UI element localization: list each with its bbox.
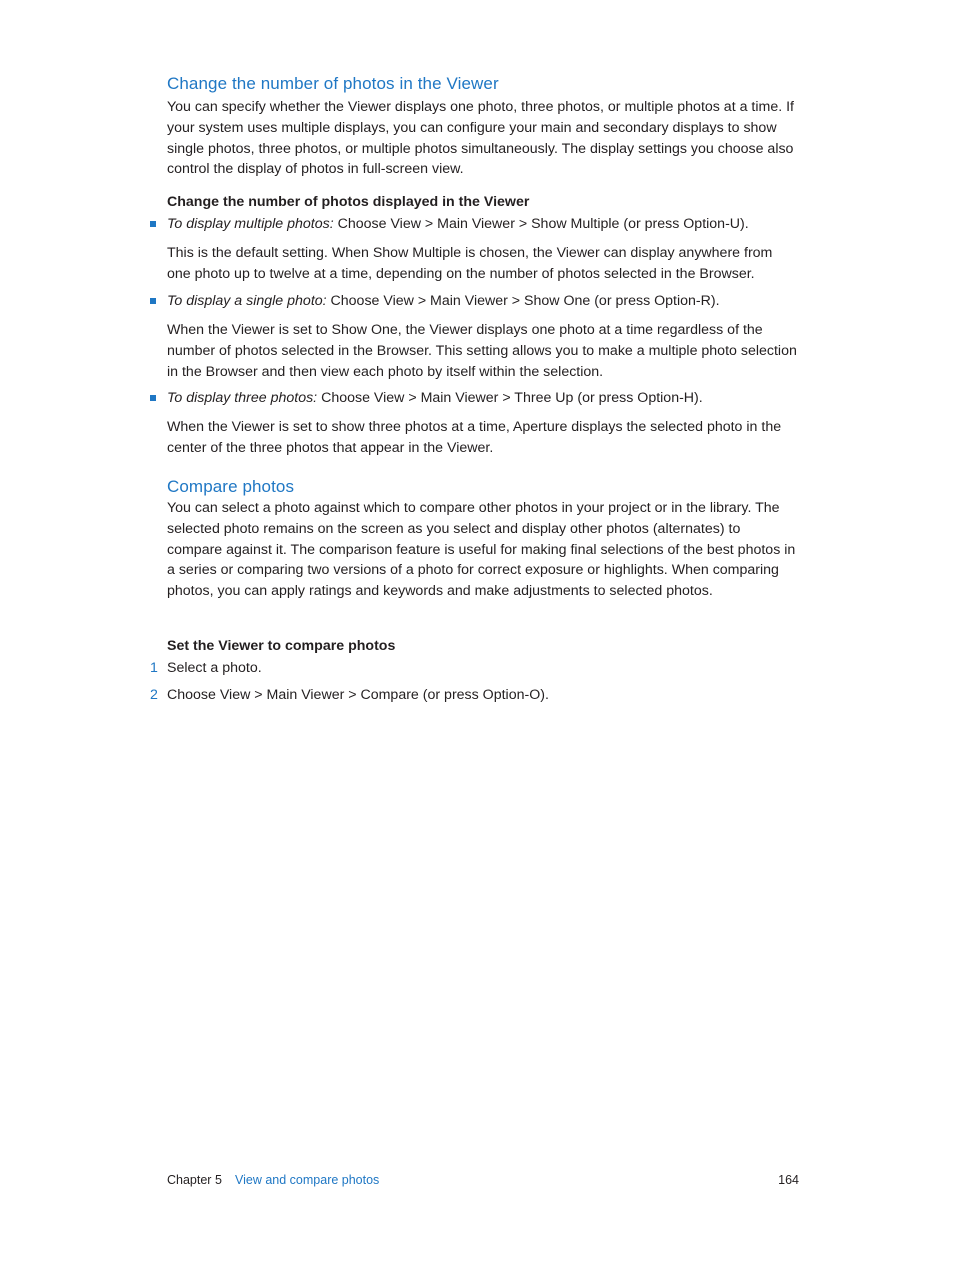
section-intro-paragraph: You can select a photo against which to compare other photos in your project or in the library. The selected photo remains on the screen as you select and display other photos (alternates) to compare against it. The comparison feature is useful for making final selections of the best photos in a series or comparing two versions of a photo for correct exposure or highlights. When comparing photos, you can apply ratings and keywords and make adjustments to selected photos. bbox=[167, 500, 796, 600]
page-footer bbox=[167, 1173, 799, 1191]
bullet-note: This is the default setting. When Show Multiple is chosen, the Viewer can display anywhere from one photo up to twelve at a time, depending on the number of photos selected in the Browser. bbox=[167, 245, 773, 282]
bullet-instruction: Choose View > Main Viewer > Three Up (or press Option-H). bbox=[317, 390, 703, 406]
footer-chapter: Chapter 5 bbox=[167, 1173, 222, 1187]
footer-chapter-title-link[interactable]: View and compare photos bbox=[235, 1173, 380, 1187]
section-intro-paragraph: You can specify whether the Viewer displays one photo, three photos, or multiple photos at a time. If your system uses multiple displays, you can configure your main and secondary displays to show single photos, three photos, or multiple photos simultaneously. The display settings you choose also control the display of photos in full-screen view. bbox=[167, 99, 794, 178]
step-number: 2 bbox=[150, 687, 158, 703]
section-heading-compare-photos: Compare photos bbox=[167, 477, 295, 496]
bullet-note: When the Viewer is set to Show One, the Viewer displays one photo at a time regardless of the number of photos selected in the Browser. This setting allows you to make a multiple photo selection in the Browser and then view each photo by itself within the selection. bbox=[167, 322, 797, 380]
bullet-label: To display multiple photos: bbox=[167, 216, 334, 232]
bullet-text bbox=[167, 291, 720, 312]
bullet-text bbox=[167, 388, 703, 409]
bullet-note: When the Viewer is set to show three photos at a time, Aperture displays the selected photo in the center of the three photos that appear in the Viewer. bbox=[167, 419, 782, 456]
bullet-square-icon bbox=[150, 298, 156, 304]
step-text: Select a photo. bbox=[167, 660, 262, 676]
bullet-label: To display three photos: bbox=[167, 390, 318, 406]
bullet-label: To display a single photo: bbox=[167, 293, 327, 309]
page-number: 164 bbox=[778, 1173, 799, 1187]
task-title: Set the Viewer to compare photos bbox=[167, 638, 396, 654]
step-text: Choose View > Main Viewer > Compare (or press Option-O). bbox=[167, 687, 549, 703]
bullet-instruction: Choose View > Main Viewer > Show One (or press Option-R). bbox=[326, 293, 720, 309]
bullet-square-icon bbox=[150, 221, 156, 227]
step-number: 1 bbox=[150, 660, 158, 676]
bullet-text bbox=[167, 214, 749, 235]
section-heading-change-number: Change the number of photos in the Viewer bbox=[167, 74, 499, 93]
task-title: Change the number of photos displayed in the Viewer bbox=[167, 194, 530, 210]
bullet-square-icon bbox=[150, 395, 156, 401]
bullet-instruction: Choose View > Main Viewer > Show Multiple (or press Option-U). bbox=[333, 216, 749, 232]
